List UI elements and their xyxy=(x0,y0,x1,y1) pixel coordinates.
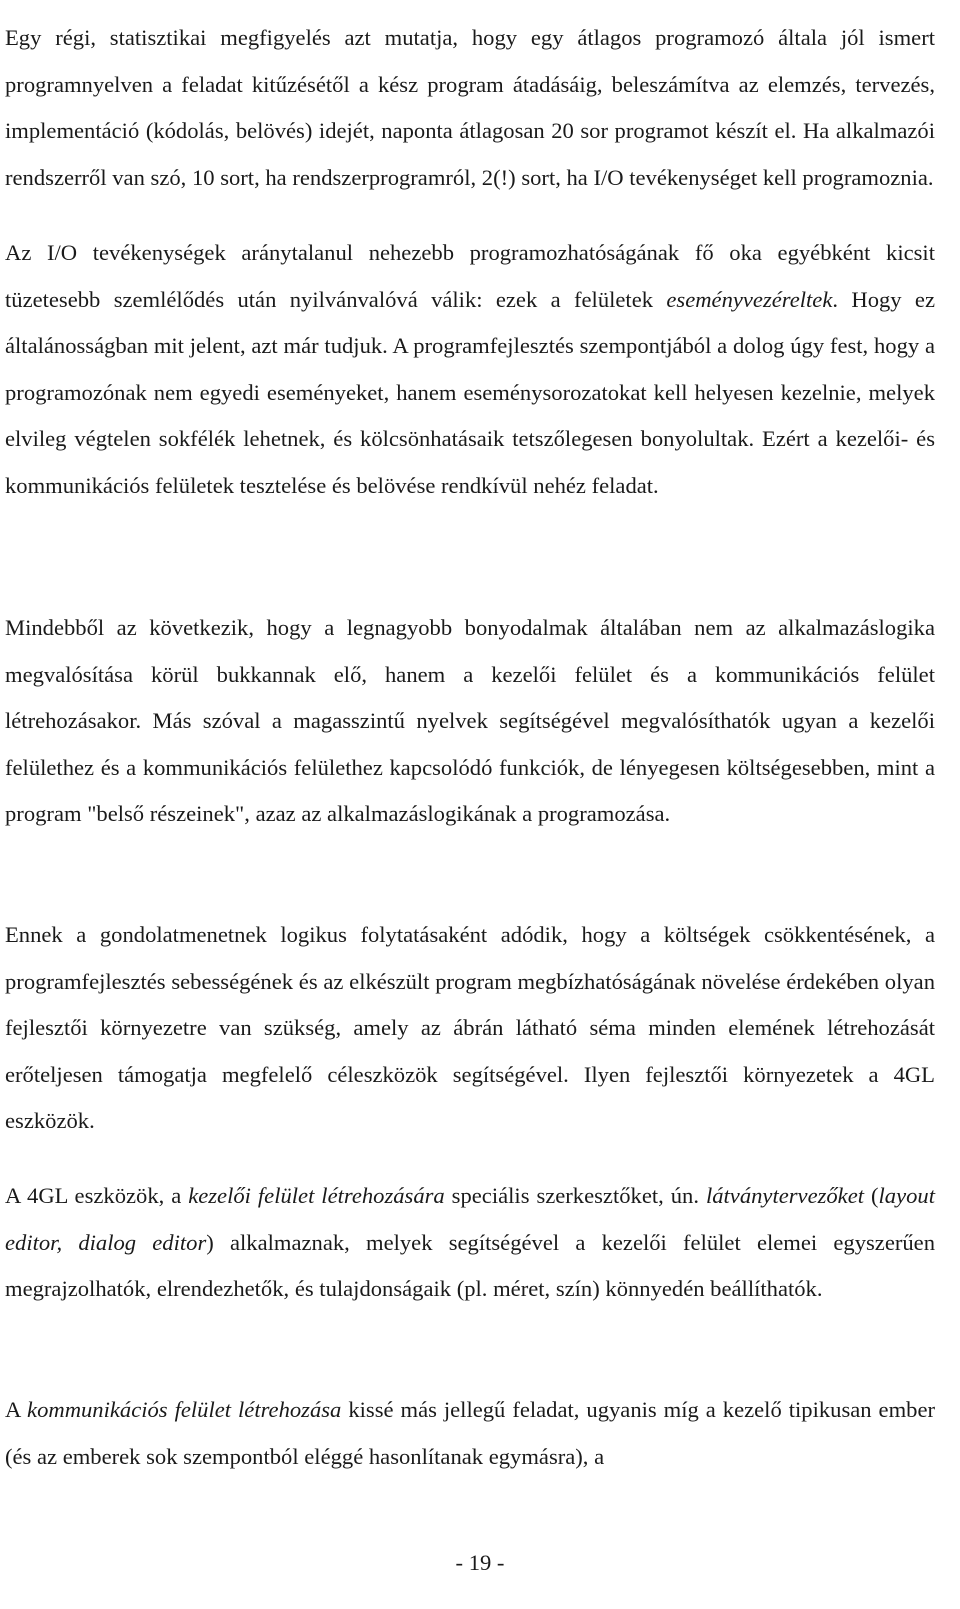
text-run: kissé más jellegű feladat, ugyanis míg a kezelő tipikusan ember (és az emberek sok szempontból eléggé hasonlítanak egymásra), a xyxy=(5,1397,935,1469)
italic-term: eseményvezéreltek xyxy=(666,286,833,312)
text-run: . Hogy ez általánosságban mit jelent, azt már tudjuk. A programfejlesztés szempontjából a dolog úgy fest, hogy a programozónak nem egyedi eseményeket, hanem eseménysorozatokat kell helyesen kezelnie, melyek elvileg végtelen sokfélék lehetnek, és kölcsönhatásaik tetszőlegesen bonyolultak. Ezért a kezelői- és kommunikációs felületek tesztelése és belövése rendkívül nehéz feladat. xyxy=(5,286,935,498)
page-number: - 19 - xyxy=(455,1550,505,1575)
paragraph-5 xyxy=(5,1173,935,1313)
text-run: speciális szerkesztőket, ún. xyxy=(444,1183,706,1208)
italic-term: látványtervezőket xyxy=(705,1183,865,1208)
paragraph-1 xyxy=(5,15,935,201)
text-run: Az I/O tevékenységek aránytalanul nehezebb programozhatóságának fő oka egyébként kicsit tüzetesebb szemlélődés után nyilvánvalóvá válik: ezek a felületek xyxy=(5,240,935,312)
text-run: ( xyxy=(864,1183,879,1208)
text-run: Egy régi, statisztikai megfigyelés azt mutatja, hogy egy átlagos programozó általa jól ismert programnyelven a feladat kitűzésétől a kész program átadásáig, beleszámítva az elemzés, tervezés, implementáció (kódolás, belövés) idejét, naponta átlagosan 20 sor programot készít el. Ha alkalmazói rendszerről van szó, 10 sort, ha rendszerprogramról, 2(!) sort, ha I/O tevékenységet kell programoznia. xyxy=(5,25,935,190)
text-run: A 4GL eszközök, a xyxy=(5,1183,189,1208)
text-run: Ennek a gondolatmenetnek logikus folytatásaként adódik, hogy a költségek csökkentésének, a programfejlesztés sebességének és az elkészült program megbízhatóságának növelése érdekében olyan fejlesztői környezetre van szükség, amely az ábrán látható séma minden elemének létrehozását erőteljesen támogatja megfelelő céleszközök segítségével. Ilyen fejlesztői környezetek a 4GL eszközök. xyxy=(5,922,935,1133)
paragraph-2 xyxy=(5,230,935,509)
italic-term: kezelői felület létrehozására xyxy=(188,1183,445,1208)
paragraph-3 xyxy=(5,605,935,838)
italic-term: layout editor, dialog editor xyxy=(5,1183,935,1255)
text-run: ) alkalmaznak, melyek segítségével a kezelői felület elemei egyszerűen megrajzolhatók, elrendezhetők, és tulajdonságaik (pl. méret, szín) könnyedén beállíthatók. xyxy=(5,1229,935,1301)
italic-term: kommunikációs felület létrehozása xyxy=(27,1397,342,1422)
paragraph-4 xyxy=(5,912,935,1145)
paragraph-6 xyxy=(5,1387,935,1480)
text-run: A xyxy=(5,1397,28,1422)
text-run: Mindebből az következik, hogy a legnagyobb bonyodalmak általában nem az alkalmazáslogika megvalósítása körül bukkannak elő, hanem a kezelői felület és a kommunikációs felület létrehozásakor. Más szóval a magasszintű nyelvek segítségével megvalósíthatók ugyan a kezelői felülethez és a kommunikációs felülethez kapcsolódó funkciók, de lényegesen költségesebben, mint a program "belső részeinek", azaz az alkalmazáslogikának a programozása. xyxy=(5,615,935,826)
